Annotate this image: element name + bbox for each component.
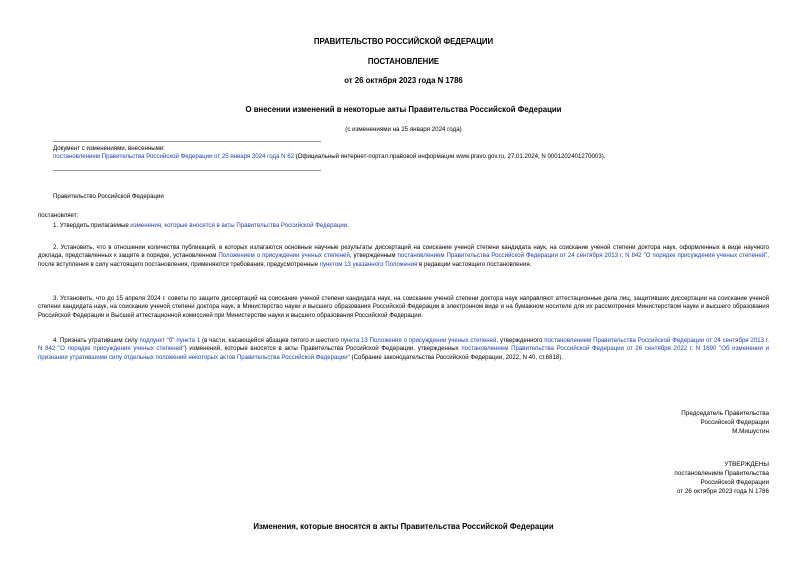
document-date-number: от 26 октября 2023 года N 1786 bbox=[344, 76, 463, 85]
changes-appendix-link[interactable]: изменения, которые вносятся в акты Правительства Российской Федерации bbox=[130, 222, 348, 229]
approval-heading: УТВЕРЖДЕНЫ bbox=[724, 461, 769, 468]
appendix-title: Изменения, которые вносятся в акты Правительства Российской Федерации bbox=[253, 522, 554, 531]
decree-842-link[interactable]: постановлением Правительства Российской Федерации от 24 сентября 2013 г. N 842 "О порядке присуждения ученых степеней" bbox=[397, 252, 768, 260]
decree-842-link-2[interactable]: постановлением Правительства Российской Федерации от 24 сентября 2013 г. N 842 "О порядке присуждения ученых степеней" bbox=[38, 337, 770, 353]
paragraph-2: 2. Установить, что в отношении количества публикаций, в которых излагаются основные научные результаты диссертаций на соискание ученой степени кандидата наук, на соискание ученой степени доктора наук, оформленных в виде научного доклада, представленных к защите в порядке, установленном Положением о присуждении ученых степеней, утвержденным постановлением Правительства Российской Федерации от 24 сентября 2013 г. N 842 "О порядке присуждения ученых степеней", после вступления в силу настоящего постановления, применяются требования, предусмотренные пунктом 13 указанного Положения в редакции настоящего постановления. bbox=[38, 244, 769, 268]
government-subject: Правительство Российской Федерации bbox=[53, 193, 164, 200]
signature-block bbox=[681, 409, 769, 436]
decree-1690-link[interactable]: постановлением Правительства Российской Федерации от 26 сентября 2022 г. N 1690 "Об изменении и признании утратившими силу отдельных положений некоторых актов Правительства Российской Федерации" bbox=[38, 345, 769, 361]
subpoint-link[interactable]: подпункт "б" пункта 1 bbox=[139, 337, 201, 344]
approval-block: УТВЕРЖДЕНЫ постановлением Правительства Российской Федерации от 26 октября 2023 года N 1786 bbox=[674, 461, 769, 495]
signature-name: М.Мишустин bbox=[732, 428, 769, 435]
changes-link[interactable]: постановлением Правительства Российской Федерации от 25 января 2024 года N 62 bbox=[53, 153, 295, 161]
divider-bottom bbox=[53, 170, 321, 171]
government-heading: ПРАВИТЕЛЬСТВО РОССИЙСКОЙ ФЕДЕРАЦИИ bbox=[313, 37, 494, 46]
changes-intro: Документ с изменениями, внесенными: bbox=[53, 145, 165, 152]
document-title: О внесении изменений в некоторые акты Правительства Российской Федерации bbox=[245, 105, 562, 114]
paragraph-1: 1. Утвердить прилагаемые изменения, которые вносятся в акты Правительства Российской Федерации. bbox=[53, 222, 349, 229]
document-page bbox=[38, 0, 769, 571]
paragraph-3: 3. Установить, что до 15 апреля 2024 г. советы по защите диссертаций на соискание ученой степени кандидата наук, на соискание ученой степени доктора наук направляют аттестационные дела лиц, защитивших диссертации на соискание ученой степени кандидата наук, на соискание ученой степени доктора наук, в Министерство науки и высшего образования Российской Федерации в электронном виде и на бумажном носителе для их рассмотрения Министерством науки и высшего образования Российской Федерации и Высшей аттестационной комиссией при Министерстве науки и высшего образования Российской Федерации. bbox=[38, 295, 769, 319]
point-13-link[interactable]: пунктом 13 указанного Положения bbox=[319, 260, 418, 268]
approval-date: от 26 октября 2023 года N 1786 bbox=[676, 488, 769, 495]
amendment-note: (с изменениями на 25 января 2024 года) bbox=[345, 126, 462, 133]
paragraph-4: 4. Признать утратившим силу подпункт "б" пункта 1 (в части, касающейся абзацев пятого и шестого пункта 13 Положения о присуждении ученых степеней, утвержденного постановлением Правительства Российской Федерации от 24 сентября 2013 г. N 842 "О порядке присуждения ученых степеней") изменений, которые вносятся в акты Правительства Российской Федерации, утвержденных постановлением Правительства Российской Федерации от 26 сентября 2022 г. N 1690 "Об изменении и признании утратившими силу отдельных положений некоторых актов Правительства Российской Федерации" (Собрание законодательства Российской Федерации, 2022, N 40, ст.6818). bbox=[38, 337, 770, 361]
divider-top bbox=[53, 141, 321, 142]
changes-block bbox=[53, 145, 769, 162]
changes-text bbox=[53, 153, 769, 161]
resolves-text: постановляет: bbox=[38, 212, 79, 219]
signature-position-2: Российской Федерации bbox=[700, 419, 769, 426]
regulation-link[interactable]: Положением о присуждении ученых степеней bbox=[218, 252, 350, 260]
signature-position: Председатель Правительства bbox=[681, 410, 769, 417]
changes-rest: (Официальный интернет-портал правовой информации www.pravo.gov.ru, 27.01.2024, N 0001202401270003). bbox=[294, 153, 606, 161]
point-13-regulation-link[interactable]: пункта 13 Положения о присуждении ученых степеней bbox=[340, 337, 497, 344]
document-type: ПОСТАНОВЛЕНИЕ bbox=[367, 57, 440, 66]
